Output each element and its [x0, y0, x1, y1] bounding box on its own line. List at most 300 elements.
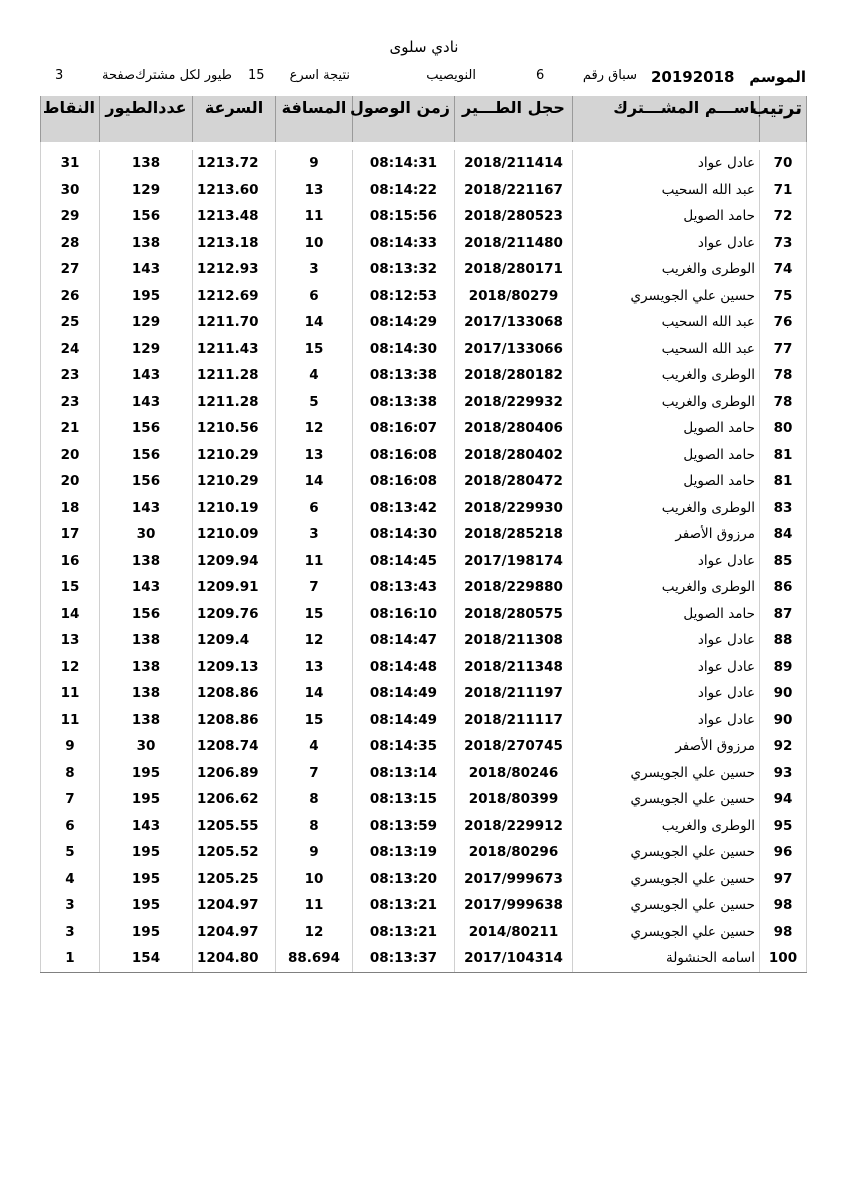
arrival-time-cell: 08:13:20 — [353, 866, 455, 893]
spacer-row — [41, 142, 807, 150]
participant-cell: عادل عواد — [573, 548, 760, 575]
participant-cell: عبد الله السحيب — [573, 309, 760, 336]
ring-cell: 2018/229880 — [455, 574, 573, 601]
participant-cell: الوطرى والغريب — [573, 813, 760, 840]
rank-cell: 73 — [760, 230, 807, 257]
distance-cell: 13 — [276, 654, 353, 681]
table-row — [41, 866, 807, 893]
arrival-time-cell: 08:14:30 — [353, 521, 455, 548]
distance-cell: 4 — [276, 733, 353, 760]
rank-cell: 94 — [760, 786, 807, 813]
race-label: سباق رقم — [582, 68, 637, 83]
ring-cell: 2018/211117 — [455, 707, 573, 734]
rank-cell: 78 — [760, 389, 807, 416]
table-row — [41, 574, 807, 601]
speed-cell: 1205.55 — [193, 813, 276, 840]
speed-cell: 1204.80 — [193, 945, 276, 972]
arrival-time-cell: 08:13:59 — [353, 813, 455, 840]
participant-cell: حسين علي الجويسري — [573, 760, 760, 787]
participant-cell: عادل عواد — [573, 680, 760, 707]
table-row — [41, 680, 807, 707]
participant-cell: عبد الله السحيب — [573, 336, 760, 363]
points-cell: 5 — [41, 839, 100, 866]
distance-cell: 13 — [276, 442, 353, 469]
birds-count-cell: 138 — [100, 230, 193, 257]
participant-cell: عبد الله السحيب — [573, 177, 760, 204]
ring-cell: 2018/280523 — [455, 203, 573, 230]
rank-cell: 95 — [760, 813, 807, 840]
table-row — [41, 442, 807, 469]
arrival-time-cell: 08:16:08 — [353, 442, 455, 469]
distance-cell: 11 — [276, 203, 353, 230]
table-row — [41, 230, 807, 257]
distance-cell: 8 — [276, 786, 353, 813]
points-cell: 30 — [41, 177, 100, 204]
table-row — [41, 177, 807, 204]
speed-cell: 1206.89 — [193, 760, 276, 787]
ring-cell: 2017/198174 — [455, 548, 573, 575]
distance-cell: 12 — [276, 415, 353, 442]
rank-cell: 84 — [760, 521, 807, 548]
speed-cell: 1210.29 — [193, 442, 276, 469]
speed-cell: 1212.93 — [193, 256, 276, 283]
table-row — [41, 945, 807, 972]
distance-cell: 6 — [276, 495, 353, 522]
points-cell: 24 — [41, 336, 100, 363]
participant-cell: حسين علي الجويسري — [573, 919, 760, 946]
speed-cell: 1209.91 — [193, 574, 276, 601]
participant-cell: عادل عواد — [573, 150, 760, 177]
distance-cell: 7 — [276, 760, 353, 787]
birds-count-cell: 195 — [100, 283, 193, 310]
table-row — [41, 627, 807, 654]
speed-cell: 1210.56 — [193, 415, 276, 442]
ring-cell: 2014/80211 — [455, 919, 573, 946]
points-cell: 26 — [41, 283, 100, 310]
top-count: 15 — [248, 68, 265, 83]
birds-count-cell: 129 — [100, 177, 193, 204]
speed-cell: 1205.25 — [193, 866, 276, 893]
participant-cell: الوطرى والغريب — [573, 389, 760, 416]
header-speed: السرعة — [193, 96, 276, 142]
birds-count-cell: 129 — [100, 309, 193, 336]
ring-cell: 2017/104314 — [455, 945, 573, 972]
participant-cell: عادل عواد — [573, 654, 760, 681]
participant-cell: الوطرى والغريب — [573, 256, 760, 283]
rank-cell: 98 — [760, 892, 807, 919]
points-cell: 4 — [41, 866, 100, 893]
points-cell: 11 — [41, 707, 100, 734]
birds-count-cell: 138 — [100, 654, 193, 681]
page-number: 3 — [55, 68, 64, 83]
points-cell: 21 — [41, 415, 100, 442]
rank-cell: 93 — [760, 760, 807, 787]
arrival-time-cell: 08:13:43 — [353, 574, 455, 601]
ring-cell: 2018/229930 — [455, 495, 573, 522]
rank-cell: 81 — [760, 442, 807, 469]
speed-cell: 1208.74 — [193, 733, 276, 760]
birds-count-cell: 138 — [100, 150, 193, 177]
table-row — [41, 468, 807, 495]
table-row — [41, 707, 807, 734]
distance-cell: 6 — [276, 283, 353, 310]
points-cell: 28 — [41, 230, 100, 257]
ring-cell: 2018/211197 — [455, 680, 573, 707]
arrival-time-cell: 08:13:15 — [353, 786, 455, 813]
rank-cell: 70 — [760, 150, 807, 177]
points-cell: 11 — [41, 680, 100, 707]
header-distance: المسافة — [276, 96, 353, 142]
rank-cell: 87 — [760, 601, 807, 628]
speed-cell: 1205.52 — [193, 839, 276, 866]
rank-cell: 98 — [760, 919, 807, 946]
distance-cell: 12 — [276, 627, 353, 654]
distance-cell: 8 — [276, 813, 353, 840]
rank-cell: 89 — [760, 654, 807, 681]
table-row — [41, 150, 807, 177]
speed-cell: 1211.43 — [193, 336, 276, 363]
table-row — [41, 786, 807, 813]
club-title: نادي سلوى — [389, 38, 459, 56]
participant-cell: اسامه الحنشولة — [573, 945, 760, 972]
rank-cell: 90 — [760, 680, 807, 707]
speed-cell: 1212.69 — [193, 283, 276, 310]
speed-cell: 1211.28 — [193, 389, 276, 416]
rank-cell: 75 — [760, 283, 807, 310]
rank-cell: 78 — [760, 362, 807, 389]
page-label: صفحة — [102, 68, 135, 83]
points-cell: 18 — [41, 495, 100, 522]
ring-cell: 2017/133068 — [455, 309, 573, 336]
arrival-time-cell: 08:13:38 — [353, 389, 455, 416]
arrival-time-cell: 08:13:14 — [353, 760, 455, 787]
birds-count-cell: 138 — [100, 548, 193, 575]
birds-count-cell: 138 — [100, 707, 193, 734]
distance-cell: 88.694 — [276, 945, 353, 972]
table-row — [41, 601, 807, 628]
arrival-time-cell: 08:16:07 — [353, 415, 455, 442]
rank-cell: 100 — [760, 945, 807, 972]
points-cell: 31 — [41, 150, 100, 177]
distance-cell: 12 — [276, 919, 353, 946]
arrival-time-cell: 08:13:21 — [353, 919, 455, 946]
participant-cell: مرزوق الأصفر — [573, 521, 760, 548]
distance-cell: 11 — [276, 548, 353, 575]
speed-cell: 1210.09 — [193, 521, 276, 548]
table-row — [41, 892, 807, 919]
birds-count-cell: 30 — [100, 521, 193, 548]
rank-cell: 90 — [760, 707, 807, 734]
points-cell: 16 — [41, 548, 100, 575]
points-cell: 12 — [41, 654, 100, 681]
birds-count-cell: 156 — [100, 415, 193, 442]
table-row — [41, 309, 807, 336]
speed-cell: 1209.13 — [193, 654, 276, 681]
speed-cell: 1213.60 — [193, 177, 276, 204]
distance-cell: 5 — [276, 389, 353, 416]
arrival-time-cell: 08:13:37 — [353, 945, 455, 972]
birds-count-cell: 156 — [100, 468, 193, 495]
distance-cell: 14 — [276, 680, 353, 707]
table-row — [41, 495, 807, 522]
birds-count-cell: 143 — [100, 389, 193, 416]
speed-cell: 1209.76 — [193, 601, 276, 628]
table-row — [41, 203, 807, 230]
arrival-time-cell: 08:12:53 — [353, 283, 455, 310]
rank-cell: 92 — [760, 733, 807, 760]
birds-count-cell: 143 — [100, 495, 193, 522]
points-cell: 15 — [41, 574, 100, 601]
arrival-time-cell: 08:14:33 — [353, 230, 455, 257]
result-label: نتيجة اسرع — [289, 68, 350, 83]
distance-cell: 4 — [276, 362, 353, 389]
speed-cell: 1211.28 — [193, 362, 276, 389]
arrival-time-cell: 08:14:30 — [353, 336, 455, 363]
race-number: 6 — [536, 68, 545, 83]
arrival-time-cell: 08:13:32 — [353, 256, 455, 283]
participant-cell: حسين علي الجويسري — [573, 866, 760, 893]
birds-count-cell: 143 — [100, 256, 193, 283]
ring-cell: 2017/999673 — [455, 866, 573, 893]
header-row — [41, 96, 807, 142]
ring-cell: 2018/280575 — [455, 601, 573, 628]
rank-cell: 85 — [760, 548, 807, 575]
table-row — [41, 733, 807, 760]
birds-count-cell: 195 — [100, 760, 193, 787]
ring-cell: 2018/80399 — [455, 786, 573, 813]
arrival-time-cell: 08:14:49 — [353, 680, 455, 707]
rank-cell: 72 — [760, 203, 807, 230]
birds-count-cell: 143 — [100, 362, 193, 389]
distance-cell: 15 — [276, 336, 353, 363]
table-row — [41, 362, 807, 389]
points-cell: 9 — [41, 733, 100, 760]
points-cell: 6 — [41, 813, 100, 840]
arrival-time-cell: 08:16:10 — [353, 601, 455, 628]
ring-cell: 2018/80246 — [455, 760, 573, 787]
ring-cell: 2018/229912 — [455, 813, 573, 840]
points-cell: 8 — [41, 760, 100, 787]
ring-cell: 2018/280402 — [455, 442, 573, 469]
ring-cell: 2018/211480 — [455, 230, 573, 257]
participant-cell: حامد الصويل — [573, 468, 760, 495]
race-location: النويصيب — [426, 68, 476, 83]
points-cell: 17 — [41, 521, 100, 548]
arrival-time-cell: 08:14:31 — [353, 150, 455, 177]
participant-cell: عادل عواد — [573, 230, 760, 257]
speed-cell: 1204.97 — [193, 919, 276, 946]
points-cell: 20 — [41, 442, 100, 469]
results-table — [40, 96, 807, 973]
birds-count-cell: 156 — [100, 601, 193, 628]
ring-cell: 2018/280406 — [455, 415, 573, 442]
arrival-time-cell: 08:13:21 — [353, 892, 455, 919]
ring-cell: 2018/280171 — [455, 256, 573, 283]
participant-cell: حسين علي الجويسري — [573, 786, 760, 813]
distance-cell: 9 — [276, 839, 353, 866]
points-cell: 7 — [41, 786, 100, 813]
distance-cell: 13 — [276, 177, 353, 204]
points-cell: 20 — [41, 468, 100, 495]
speed-cell: 1204.97 — [193, 892, 276, 919]
table-row — [41, 813, 807, 840]
participant-cell: حامد الصويل — [573, 415, 760, 442]
birds-count-cell: 129 — [100, 336, 193, 363]
participant-cell: حسين علي الجويسري — [573, 839, 760, 866]
distance-cell: 11 — [276, 892, 353, 919]
ring-cell: 2018/211308 — [455, 627, 573, 654]
ring-cell: 2018/280182 — [455, 362, 573, 389]
birds-count-cell: 30 — [100, 733, 193, 760]
ring-cell: 2017/133066 — [455, 336, 573, 363]
points-cell: 29 — [41, 203, 100, 230]
arrival-time-cell: 08:13:38 — [353, 362, 455, 389]
arrival-time-cell: 08:14:47 — [353, 627, 455, 654]
birds-count-cell: 138 — [100, 627, 193, 654]
rank-cell: 81 — [760, 468, 807, 495]
participant-cell: حامد الصويل — [573, 601, 760, 628]
participant-cell: الوطرى والغريب — [573, 574, 760, 601]
participant-cell: مرزوق الأصفر — [573, 733, 760, 760]
points-cell: 23 — [41, 389, 100, 416]
header-birds-count: عددالطيور — [100, 96, 193, 142]
birds-count-cell: 156 — [100, 203, 193, 230]
ring-cell: 2018/229932 — [455, 389, 573, 416]
speed-cell: 1211.70 — [193, 309, 276, 336]
rank-cell: 83 — [760, 495, 807, 522]
points-cell: 1 — [41, 945, 100, 972]
speed-cell: 1213.48 — [193, 203, 276, 230]
rank-cell: 80 — [760, 415, 807, 442]
arrival-time-cell: 08:15:56 — [353, 203, 455, 230]
points-cell: 23 — [41, 362, 100, 389]
rank-cell: 76 — [760, 309, 807, 336]
participant-cell: الوطرى والغريب — [573, 495, 760, 522]
ring-cell: 2018/280472 — [455, 468, 573, 495]
speed-cell: 1210.19 — [193, 495, 276, 522]
season-value: 20192018 — [651, 68, 735, 86]
table-row — [41, 760, 807, 787]
ring-cell: 2018/270745 — [455, 733, 573, 760]
participant-cell: حامد الصويل — [573, 442, 760, 469]
speed-cell: 1208.86 — [193, 680, 276, 707]
table-row — [41, 283, 807, 310]
table-row — [41, 389, 807, 416]
points-cell: 25 — [41, 309, 100, 336]
arrival-time-cell: 08:16:08 — [353, 468, 455, 495]
ring-cell: 2018/211414 — [455, 150, 573, 177]
header-points: النقاط — [41, 96, 100, 142]
ring-cell: 2018/285218 — [455, 521, 573, 548]
participant-cell: عادل عواد — [573, 707, 760, 734]
participant-cell: الوطرى والغريب — [573, 362, 760, 389]
rank-cell: 86 — [760, 574, 807, 601]
speed-cell: 1206.62 — [193, 786, 276, 813]
points-cell: 3 — [41, 919, 100, 946]
birds-count-cell: 195 — [100, 919, 193, 946]
ring-cell: 2018/221167 — [455, 177, 573, 204]
rank-cell: 74 — [760, 256, 807, 283]
distance-cell: 10 — [276, 230, 353, 257]
ring-cell: 2018/80279 — [455, 283, 573, 310]
header-arrival-time: زمن الوصول — [353, 96, 455, 142]
distance-cell: 3 — [276, 521, 353, 548]
table-row — [41, 839, 807, 866]
spacer-cell — [41, 142, 807, 150]
table-row — [41, 336, 807, 363]
header-ring: حجل الطـــير — [455, 96, 573, 142]
distance-cell: 7 — [276, 574, 353, 601]
rank-cell: 96 — [760, 839, 807, 866]
arrival-time-cell: 08:14:35 — [353, 733, 455, 760]
participant-cell: حسين علي الجويسري — [573, 283, 760, 310]
table-row — [41, 548, 807, 575]
distance-cell: 14 — [276, 468, 353, 495]
ring-cell: 2018/80296 — [455, 839, 573, 866]
speed-cell: 1210.29 — [193, 468, 276, 495]
birds-per-member-label: طيور لكل مشترك — [135, 68, 232, 83]
distance-cell: 3 — [276, 256, 353, 283]
header-rank: ترتيب — [760, 96, 807, 142]
arrival-time-cell: 08:14:22 — [353, 177, 455, 204]
participant-cell: عادل عواد — [573, 627, 760, 654]
header-participant: اســـم المشـــترك — [573, 96, 760, 142]
distance-cell: 14 — [276, 309, 353, 336]
table-row — [41, 256, 807, 283]
arrival-time-cell: 08:13:19 — [353, 839, 455, 866]
birds-count-cell: 138 — [100, 680, 193, 707]
arrival-time-cell: 08:14:29 — [353, 309, 455, 336]
speed-cell: 1208.86 — [193, 707, 276, 734]
birds-count-cell: 156 — [100, 442, 193, 469]
birds-count-cell: 195 — [100, 786, 193, 813]
speed-cell: 1213.72 — [193, 150, 276, 177]
points-cell: 3 — [41, 892, 100, 919]
birds-count-cell: 195 — [100, 839, 193, 866]
distance-cell: 15 — [276, 601, 353, 628]
table-row — [41, 415, 807, 442]
points-cell: 27 — [41, 256, 100, 283]
season-label: الموسم — [749, 68, 806, 86]
speed-cell: 1213.18 — [193, 230, 276, 257]
birds-count-cell: 143 — [100, 813, 193, 840]
participant-cell: حامد الصويل — [573, 203, 760, 230]
table-row — [41, 654, 807, 681]
rank-cell: 88 — [760, 627, 807, 654]
points-cell: 14 — [41, 601, 100, 628]
birds-count-cell: 154 — [100, 945, 193, 972]
arrival-time-cell: 08:14:48 — [353, 654, 455, 681]
rank-cell: 97 — [760, 866, 807, 893]
ring-cell: 2018/211348 — [455, 654, 573, 681]
birds-count-cell: 143 — [100, 574, 193, 601]
rank-cell: 71 — [760, 177, 807, 204]
distance-cell: 10 — [276, 866, 353, 893]
birds-count-cell: 195 — [100, 866, 193, 893]
distance-cell: 9 — [276, 150, 353, 177]
rank-cell: 77 — [760, 336, 807, 363]
ring-cell: 2017/999638 — [455, 892, 573, 919]
speed-cell: 1209.4 — [193, 627, 276, 654]
birds-count-cell: 195 — [100, 892, 193, 919]
arrival-time-cell: 08:14:45 — [353, 548, 455, 575]
points-cell: 13 — [41, 627, 100, 654]
arrival-time-cell: 08:14:49 — [353, 707, 455, 734]
arrival-time-cell: 08:13:42 — [353, 495, 455, 522]
distance-cell: 15 — [276, 707, 353, 734]
table-row — [41, 919, 807, 946]
speed-cell: 1209.94 — [193, 548, 276, 575]
